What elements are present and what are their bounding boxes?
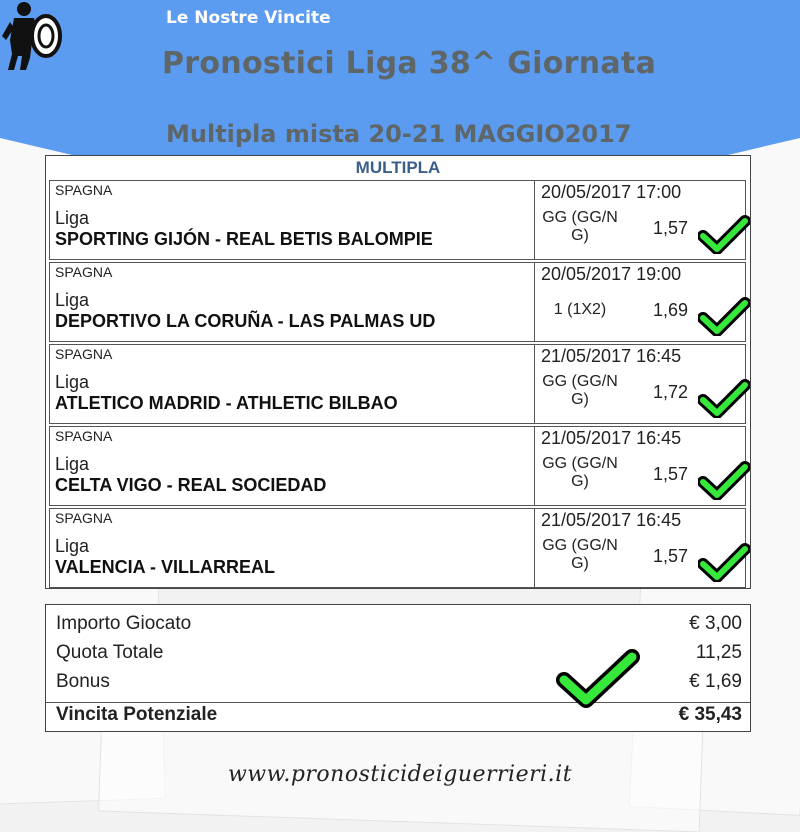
- check-icon: [556, 648, 641, 708]
- bet-league: Liga: [55, 290, 90, 310]
- bet-league: Liga: [55, 454, 90, 474]
- bet-info-cell: [50, 427, 535, 505]
- bet-row: [49, 426, 746, 506]
- bet-country: SPAGNA: [55, 346, 113, 362]
- bet-match: CELTA VIGO - REAL SOCIEDAD: [55, 475, 327, 495]
- website-link[interactable]: www.pronosticideiguerrieri.it: [227, 762, 573, 787]
- bet-match: ATLETICO MADRID - ATHLETIC BILBAO: [55, 393, 398, 413]
- stake-value: € 3,00: [689, 613, 742, 634]
- bet-type: GG (GG/N G): [542, 537, 618, 572]
- summary-divider: [46, 702, 750, 703]
- bet-info-cell: [50, 263, 535, 341]
- bet-datetime: 21/05/2017 16:45: [541, 510, 682, 530]
- bet-type: GG (GG/N G): [542, 373, 618, 408]
- bet-info-cell: [50, 509, 535, 587]
- check-icon: [698, 542, 750, 582]
- bet-slip: [45, 155, 751, 589]
- bet-odd: 1,57: [653, 464, 689, 484]
- brand-label: Le Nostre Vincite: [166, 8, 331, 28]
- warrior-shield-icon: [0, 0, 62, 72]
- bet-type: 1 (1X2): [553, 301, 607, 318]
- bet-league: Liga: [55, 208, 90, 228]
- total-odds-label: Quota Totale: [56, 642, 164, 663]
- bet-country: SPAGNA: [55, 428, 113, 444]
- check-icon: [698, 296, 750, 336]
- potential-win-row: [56, 704, 742, 732]
- bet-match: VALENCIA - VILLARREAL: [55, 557, 275, 577]
- slip-header: MULTIPLA: [355, 158, 441, 177]
- bet-league: Liga: [55, 536, 90, 556]
- bet-datetime: 21/05/2017 16:45: [541, 428, 682, 448]
- bet-row: [49, 508, 746, 588]
- bet-datetime: 20/05/2017 17:00: [541, 182, 682, 202]
- bet-match: SPORTING GIJÓN - REAL BETIS BALOMPIE: [55, 229, 433, 249]
- bet-datetime: 21/05/2017 16:45: [541, 346, 682, 366]
- bet-summary: [45, 604, 751, 732]
- page-title: Pronostici Liga 38^ Giornata: [162, 46, 657, 81]
- bet-odd: 1,57: [653, 546, 689, 566]
- stake-label: Importo Giocato: [56, 613, 192, 634]
- bonus-label: Bonus: [56, 671, 110, 692]
- check-icon: [698, 214, 750, 254]
- bet-info-cell: [50, 181, 535, 259]
- total-odds-value: 11,25: [695, 642, 742, 663]
- bet-type: GG (GG/N G): [542, 209, 618, 244]
- bet-country: SPAGNA: [55, 510, 113, 526]
- potential-win-value: € 35,43: [678, 704, 742, 725]
- bonus-value: € 1,69: [689, 671, 742, 692]
- bet-odd: 1,72: [653, 382, 689, 402]
- bet-odd: 1,69: [653, 300, 689, 320]
- bet-match: DEPORTIVO LA CORUÑA - LAS PALMAS UD: [55, 311, 436, 331]
- bet-row: [49, 180, 746, 260]
- check-icon: [698, 378, 750, 418]
- stake-row: [56, 613, 742, 641]
- bet-odd: 1,57: [653, 218, 689, 238]
- bet-league: Liga: [55, 372, 90, 392]
- potential-win-label: Vincita Potenziale: [56, 704, 218, 725]
- bet-datetime: 20/05/2017 19:00: [541, 264, 682, 284]
- page-subtitle: Multipla mista 20-21 MAGGIO2017: [166, 120, 632, 148]
- bet-country: SPAGNA: [55, 182, 113, 198]
- check-icon: [698, 460, 750, 500]
- bet-country: SPAGNA: [55, 264, 113, 280]
- bet-info-cell: [50, 345, 535, 423]
- bet-type: GG (GG/N G): [542, 455, 618, 490]
- bet-row: [49, 344, 746, 424]
- bet-row: [49, 262, 746, 342]
